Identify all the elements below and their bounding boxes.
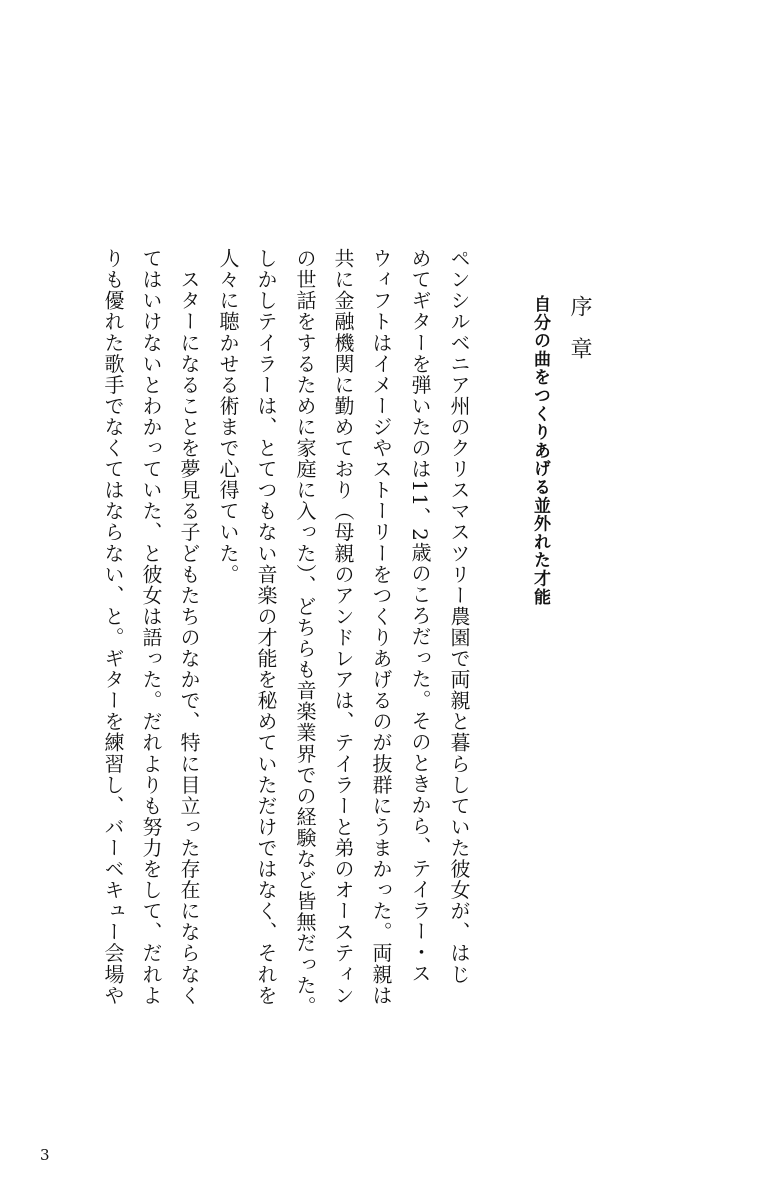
body-line-6: しかしテイラーは、とてつもない音楽の才能を秘めていただけではなく、それを xyxy=(254,248,278,1006)
body-line-5: の世話をするために家庭に入った）、どちらも音楽業界での経験など皆無だった。 xyxy=(293,248,317,1017)
body-line-2: めてギターを弾いたのは11、2歳のころだった。そのときから、テイラー・ス xyxy=(408,248,432,984)
chapter-title: 序章 xyxy=(567,295,592,379)
chapter-subtitle: 自分の曲をつくりあげる並外れた才能 xyxy=(530,295,550,607)
body-line-10: りも優れた歌手でなくてはならない、と。ギターを練習し、バーベキュー会場や xyxy=(101,248,125,1006)
body-line-4: 共に金融機関に勤めており（母親のアンドレアは、テイラーと弟のオースティン xyxy=(331,248,355,1006)
page-number: 3 xyxy=(40,1146,50,1164)
body-line-3: ウィフトはイメージやストーリーをつくりあげるのが抜群にうまかった。両親は xyxy=(369,248,393,1006)
body-line-9: てはいけないとわかっていた、と彼女は語った。だれよりも努力をして、だれよ xyxy=(139,248,163,1006)
body-line-7: 人々に聴かせる術まで心得ていた。 xyxy=(216,248,240,585)
body-line-8: スターになることを夢見る子どもたちのなかで、特に目立った存在にならなく xyxy=(177,248,201,1006)
body-line-1: ペンシルベニア州のクリスマスツリー農園で両親と暮らしていた彼女が、はじ xyxy=(447,248,471,985)
